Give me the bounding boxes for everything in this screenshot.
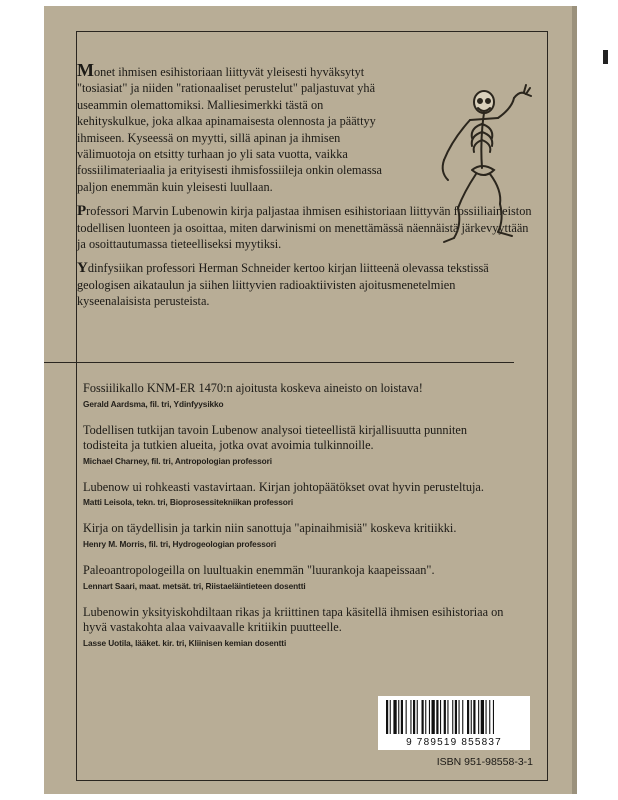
quote-item (83, 480, 513, 508)
section-divider (44, 362, 514, 363)
skeleton-illustration (432, 80, 532, 250)
initial-letter: Y (77, 260, 88, 277)
barcode-bar (425, 700, 426, 734)
barcode-bar (471, 700, 472, 734)
quote-author: Lasse Uotila, lääket. kir. tri, Kliinisen kemian dosentti (83, 637, 287, 648)
quote-author: Gerald Aardsma, fil. tri, Ydinfyysikko (83, 398, 224, 409)
barcode-bar (432, 700, 435, 734)
quote-text: Lubenow ui rohkeasti vastavirtaan. Kirjan johtopäätökset ovat hyvin perusteltuja. (83, 479, 484, 494)
barcode-bar (393, 700, 396, 734)
barcode-bar (462, 700, 463, 734)
barcode-bar (429, 700, 430, 734)
intro-paragraph-1: Monet ihmisen esihistoriaan liittyvät yleisesti hyväksytyt "tosiasiat" ja niiden "rationaaliset perustelut" paljastuvat yhä useammin olemattomiksi. Malliesimerkki tästä on kehityskulkue, joka alkaa apinamaisesta olennosta ja päättyy ihmiseen. Kyseessä on myytti, sillä apinan ja ihmisen välimuotoja on etsitty turhaan jo yli sata vuotta, vaikka fossiilimateriaalia ja erityisesti ihmisfossiileja onkin olemassa paljon enemmän kuin yleisesti luullaan. (77, 60, 382, 194)
quote-text: Paleoantropologeilla on luultuakin enemmän "luurankoja kaapeissaan". (83, 562, 435, 577)
barcode-number: 9 789519 855837 (406, 737, 502, 748)
barcode-bar (444, 700, 446, 734)
barcode-bar (481, 700, 484, 734)
quote-author: Lennart Saari, maat. metsät. tri, Riistaeläintieteen dosentti (83, 580, 306, 591)
initial-letter: M (77, 60, 94, 80)
quote-item (83, 423, 513, 466)
quote-item (83, 381, 513, 409)
quote-text: Todellisen tutkijan tavoin Lubenow analysoi tieteellistä kirjallisuutta punniten todisteita ja tutkien alueita, jotka ovat avoimia tulkinnoille. (83, 422, 468, 453)
intro-paragraph-3: Ydinfysiikan professori Herman Schneider kertoo kirjan liitteenä olevassa tekstissä geologisen aikataulun ja siihen liittyvien radioaktiivisten ajoitusmenetelmien kyseenalaisista perusteista. (77, 260, 489, 309)
barcode-bar (390, 700, 391, 734)
barcode-bar (386, 700, 388, 734)
quote-item (83, 521, 513, 549)
barcode-bar (478, 700, 479, 734)
intro-paragraph-2: Professori Marvin Lubenowin kirja paljastaa ihmisen esihistoriaan liittyvän fossiiliaineiston todellisen luonteen ja osoittaa, miten darwinismi on menettämässä näennäistä järkevyyttään ja osoittautumassa tieteelliseksi myytiksi. (77, 203, 532, 252)
barcode-bar (406, 700, 407, 734)
quote-author: Henry M. Morris, fil. tri, Hydrogeologian professori (83, 538, 277, 549)
barcode-bar (493, 700, 494, 734)
quote-author: Matti Leisola, tekn. tri, Bioprosessitekniikan professori (83, 497, 294, 508)
isbn: ISBN 951-98558-3-1 (436, 756, 533, 768)
quote-text: Lubenowin yksityiskohdiltaan rikas ja kriittinen tapa käsitellä ihmisen esihistoriaa on hyvä vastakohta alaa vaivaavalle kritiikin puutteelle. (83, 604, 504, 635)
quote-item (83, 605, 513, 648)
quote-author: Michael Charney, fil. tri, Antropologian professori (83, 455, 272, 466)
quote-item (83, 563, 513, 591)
barcode-bar (398, 700, 399, 734)
barcode-bar (452, 700, 453, 734)
barcode (378, 696, 530, 750)
barcode-bar (455, 700, 457, 734)
barcode-bar (467, 700, 469, 734)
barcode-bar (459, 700, 460, 734)
quote-text: Fossiilikallo KNM-ER 1470:n ajoitusta koskeva aineisto on loistava! (83, 381, 423, 395)
barcode-bar (440, 700, 441, 734)
barcode-bar (410, 700, 411, 734)
barcode-bar (436, 700, 438, 734)
edge-mark (603, 50, 608, 64)
barcode-bar (447, 700, 448, 734)
barcode-bar (422, 700, 424, 734)
barcode-bar (489, 700, 490, 734)
barcode-bar (413, 700, 415, 734)
quote-text: Kirja on täydellisin ja tarkin niin sanottuja "apinaihmisiä" koskeva kritiikki. (83, 521, 457, 536)
initial-letter: P (77, 203, 87, 220)
barcode-bar (486, 700, 487, 734)
barcode-bar (473, 700, 475, 734)
review-quotes (83, 381, 513, 662)
barcode-bars (378, 696, 530, 736)
barcode-bar (401, 700, 403, 734)
barcode-bar (417, 700, 418, 734)
cover-spine-edge (572, 6, 577, 794)
